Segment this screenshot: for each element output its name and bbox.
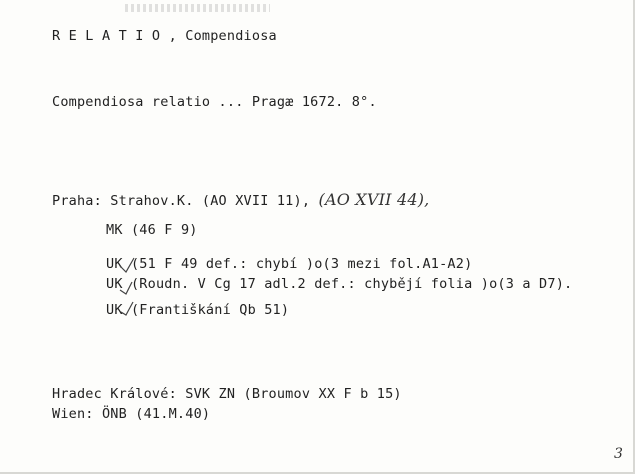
handwritten-check-marks <box>118 252 138 318</box>
holding-uk-1: UK (51 F 49 def.: chybí )o(3 mezi fol.A1-A2) <box>106 256 473 272</box>
handwritten-shelfmark: (AO XVII 44), <box>318 190 430 209</box>
holding-praha-strahov <box>52 192 429 209</box>
holding-hradec-kralove: Hradec Králové: SVK ZN (Broumov XX F b 15) <box>52 386 402 402</box>
holding-uk-3: UK (Františkání Qb 51) <box>106 302 290 318</box>
faint-header-marks <box>125 4 270 12</box>
holding-uk-2: UK (Roudn. V Cg 17 adl.2 def.: chybějí folia )o(3 a D7). <box>106 276 573 292</box>
bibliographic-description: Compendiosa relatio ... Pragæ 1672. 8°. <box>52 94 377 110</box>
holding-praha-text: Praha: Strahov.K. (AO XVII 11), <box>52 193 311 209</box>
holding-mk: MK (46 F 9) <box>106 222 198 238</box>
card-title: R E L A T I O , Compendiosa <box>52 28 277 44</box>
holding-wien: Wien: ÖNB (41.M.40) <box>52 406 211 422</box>
card-number: 3 <box>614 446 624 462</box>
